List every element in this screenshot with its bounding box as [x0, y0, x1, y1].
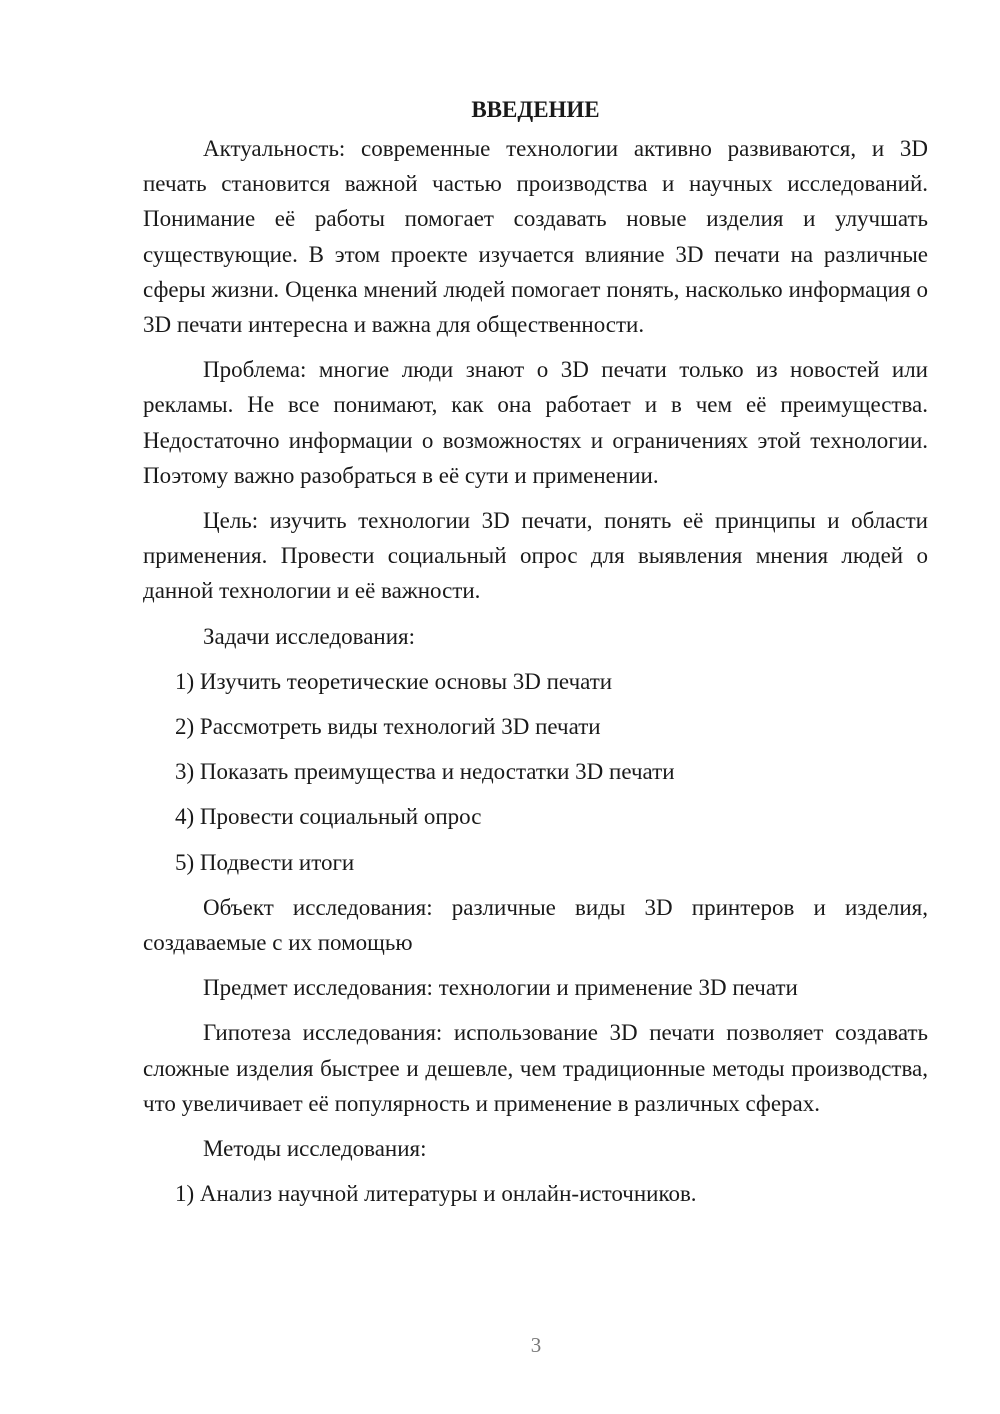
task-item: 4) Провести социальный опрос	[175, 804, 482, 830]
task-item: 5) Подвести итоги	[175, 849, 355, 875]
method-item: 1) Анализ научной литературы и онлайн-источников.	[175, 1181, 697, 1207]
task-item: 3) Показать преимущества и недостатки 3D печати	[175, 759, 675, 785]
methods-title: Методы исследования:	[203, 1136, 427, 1162]
object-paragraph: Объект исследования: различные виды 3D принтеров и изделия, создаваемые с их помощью	[143, 894, 928, 956]
tasks-title: Задачи исследования:	[203, 623, 416, 649]
page-number: 3	[530, 1333, 542, 1357]
problem-paragraph: Проблема: многие люди знают о 3D печати только из новостей или рекламы. Не все понимают, как она работает и в чем её преимущества. Недостаточно информации о возможностях и ограничениях этой технологии. Поэтому важно разобраться в её сути и применении.	[143, 357, 928, 488]
section-heading: ВВЕДЕНИЕ	[471, 97, 600, 122]
actuality-paragraph: Актуальность: современные технологии активно развиваются, и 3D печать становится важной частью производства и научных исследований. Понимание её работы помогает создавать новые изделия и улучшать существующие. В этом проекте изучается влияние 3D печати на различные сферы жизни. Оценка мнений людей помогает понять, насколько информация о 3D печати интересна и важна для общественности.	[143, 136, 928, 338]
subject-paragraph: Предмет исследования: технологии и применение 3D печати	[203, 975, 798, 1001]
goal-paragraph: Цель: изучить технологии 3D печати, понять её принципы и области применения. Провести социальный опрос для выявления мнения людей о данной технологии и её важности.	[143, 508, 928, 604]
hypothesis-paragraph: Гипотеза исследования: использование 3D печати позволяет создавать сложные изделия быстрее и дешевле, чем традиционные методы производства, что увеличивает её популярность и применение в различных сферах.	[143, 1020, 928, 1116]
document-page	[143, 92, 928, 1221]
task-item: 1) Изучить теоретические основы 3D печати	[175, 668, 613, 694]
task-item: 2) Рассмотреть виды технологий 3D печати	[175, 714, 601, 740]
